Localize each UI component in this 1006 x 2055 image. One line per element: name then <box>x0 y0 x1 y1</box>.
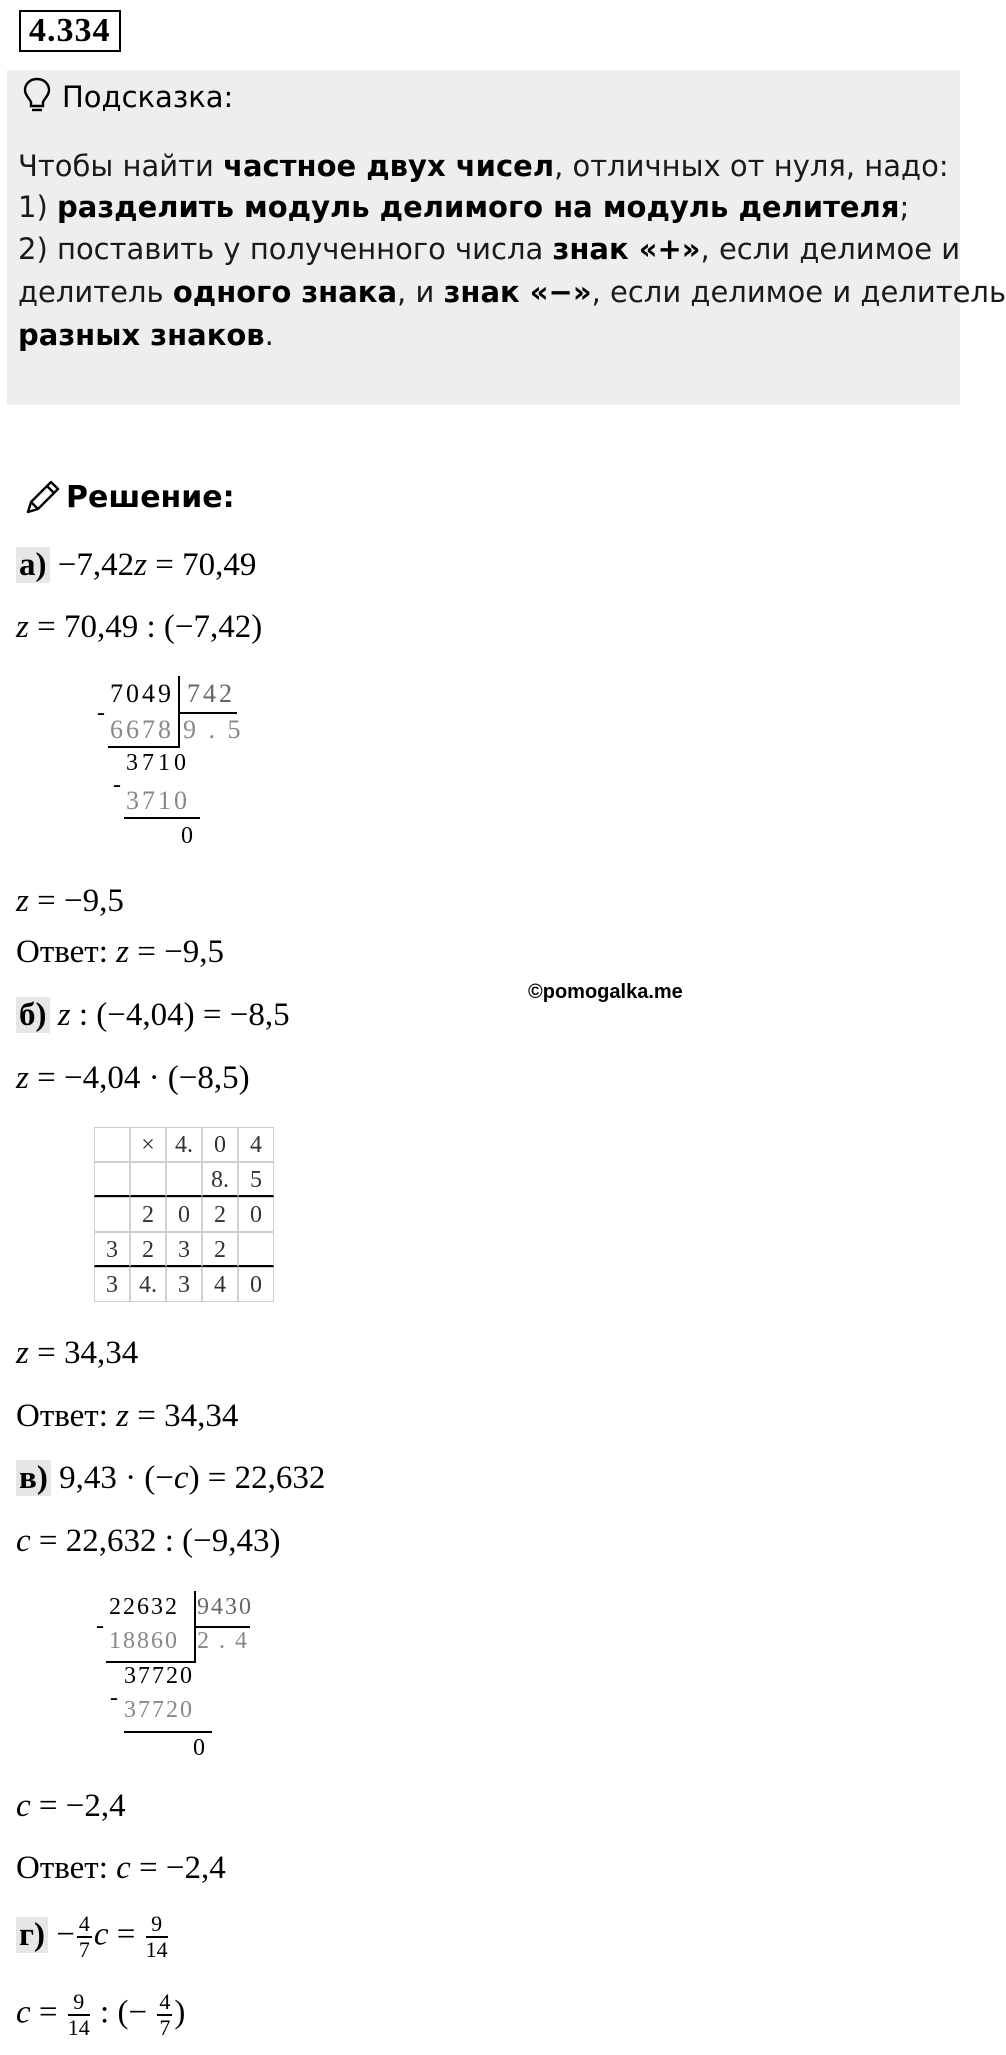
grid-cell <box>238 1232 274 1267</box>
part-c-label: в) <box>16 1460 51 1496</box>
part-c-answer: Ответ: c = −2,4 <box>16 1850 226 1886</box>
part-b-answer: Ответ: z = 34,34 <box>16 1398 239 1434</box>
grid-cell: 0 <box>166 1197 202 1232</box>
grid-cell: 4. <box>166 1127 202 1162</box>
grid-cell: 3 <box>94 1232 130 1267</box>
grid-cell: 3 <box>166 1232 202 1267</box>
fraction: $\frac{4}{7}$ <box>159 1989 171 2040</box>
grid-cell: 0 <box>202 1127 238 1162</box>
part-a-expression: z = 70,49 : (−7,42) <box>16 609 263 645</box>
problem-number: 4.334 <box>19 10 121 52</box>
grid-cell: 3 <box>94 1267 130 1302</box>
grid-cell: 2 <box>202 1197 238 1232</box>
part-a-label: а) <box>16 547 50 583</box>
grid-cell: 4 <box>238 1127 274 1162</box>
grid-cell: 5 <box>238 1162 274 1197</box>
grid-cell: 8. <box>202 1162 238 1197</box>
grid-cell <box>94 1127 130 1162</box>
grid-cell <box>166 1162 202 1197</box>
hint-line-1: Чтобы найти частное двух чисел, отличных от нуля, надо: <box>18 149 949 183</box>
grid-cell: 0 <box>238 1267 274 1302</box>
part-c-result: c = −2,4 <box>16 1788 126 1824</box>
grid-cell: 3 <box>166 1267 202 1302</box>
hint-line-3: 2) поставить у полученного числа знак «+», если делимое и <box>18 232 961 266</box>
part-c-expression: c = 22,632 : (−9,43) <box>16 1523 281 1559</box>
grid-cell: 4. <box>130 1267 166 1302</box>
part-a-result: z = −9,5 <box>16 883 124 919</box>
lightbulb-icon <box>22 76 52 114</box>
grid-cell: 2 <box>202 1232 238 1267</box>
grid-cell <box>94 1197 130 1232</box>
part-b-result: z = 34,34 <box>16 1335 139 1371</box>
pencil-icon <box>22 478 62 518</box>
solution-title: Решение: <box>66 480 235 515</box>
part-d-equation: г) − $\frac{4}{7}$ c = $\frac{9}{14}$ <box>16 1912 170 1962</box>
fraction: $\frac{9}{14}$ <box>145 1911 168 1962</box>
grid-cell: 2 <box>130 1197 166 1232</box>
part-b-expression: z = −4,04 · (−8,5) <box>16 1060 250 1096</box>
grid-cell: 2 <box>130 1232 166 1267</box>
grid-cell <box>130 1162 166 1197</box>
part-a-equation: а) −7,42z = 70,49 <box>16 547 256 584</box>
multiplication-grid <box>94 1127 274 1302</box>
grid-cell <box>94 1162 130 1197</box>
hint-line-4: делитель одного знака, и знак «−», если делимое и делитель <box>18 275 1006 309</box>
grid-cell: × <box>130 1127 166 1162</box>
part-a-answer: Ответ: z = −9,5 <box>16 934 224 970</box>
hint-title: Подсказка: <box>62 80 234 114</box>
hint-line-5: разных знаков. <box>18 318 274 352</box>
grid-cell: 0 <box>238 1197 274 1232</box>
fraction: $\frac{4}{7}$ <box>78 1911 90 1962</box>
part-c-equation: в) 9,43 · (−c) = 22,632 <box>16 1460 325 1497</box>
watermark: ©pomogalka.me <box>528 981 683 1003</box>
fraction: $\frac{9}{14}$ <box>67 1989 90 2040</box>
part-b-label: б) <box>16 997 50 1033</box>
part-d-label: г) <box>16 1917 48 1953</box>
grid-cell: 4 <box>202 1267 238 1302</box>
part-b-equation: б) z : (−4,04) = −8,5 <box>16 997 290 1034</box>
part-d-expression: c = $\frac{9}{14}$ : (− $\frac{4}{7}$ ) <box>16 1989 186 2040</box>
hint-line-2: 1) разделить модуль делимого на модуль делителя; <box>18 190 910 224</box>
